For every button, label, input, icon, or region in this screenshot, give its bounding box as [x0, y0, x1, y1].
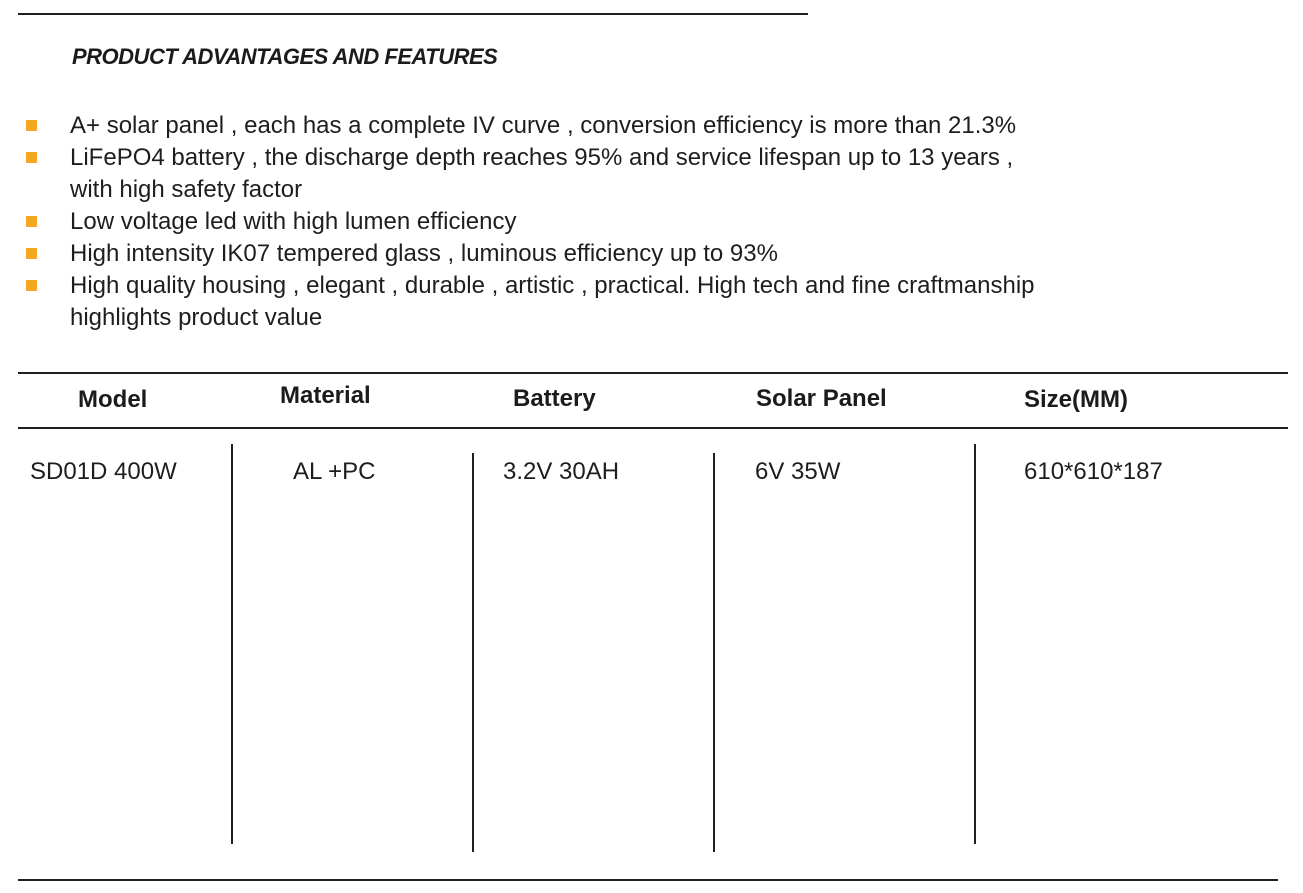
feature-item [26, 142, 1286, 206]
section-heading: PRODUCT ADVANTAGES AND FEATURES [72, 44, 498, 69]
feature-text: High quality housing , elegant , durable , artistic , practical. High tech and fine craftmanship [70, 272, 1035, 299]
feature-item [26, 238, 1286, 270]
feature-text: Low voltage led with high lumen efficiency [70, 208, 517, 235]
column-header-solar-panel: Solar Panel [756, 385, 887, 412]
bullet-square-icon [26, 152, 37, 163]
top-rule [18, 13, 808, 15]
column-divider [974, 444, 976, 844]
cell-battery: 3.2V 30AH [503, 458, 620, 485]
table-top-rule [18, 372, 1288, 374]
feature-text: A+ solar panel , each has a complete IV curve , conversion efficiency is more than 21.3% [70, 112, 1017, 139]
cell-size: 610*610*187 [1024, 458, 1163, 485]
column-header-model: Model [78, 386, 148, 413]
feature-text-continuation: with high safety factor [70, 176, 303, 203]
feature-item [26, 270, 1286, 334]
cell-model: SD01D 400W [30, 458, 177, 485]
bullet-square-icon [26, 216, 37, 227]
cell-material: AL +PC [293, 458, 376, 485]
column-header-material: Material [280, 382, 371, 409]
feature-text-continuation: highlights product value [70, 304, 323, 331]
column-header-battery: Battery [513, 385, 596, 412]
header-rule [18, 427, 1288, 429]
table-bottom-rule [18, 879, 1278, 881]
column-divider [231, 444, 233, 844]
feature-list [26, 110, 1286, 334]
bullet-square-icon [26, 120, 37, 131]
feature-text: High intensity IK07 tempered glass , luminous efficiency up to 93% [70, 240, 778, 267]
column-header-size: Size(MM) [1024, 386, 1128, 413]
feature-text: LiFePO4 battery , the discharge depth reaches 95% and service lifespan up to 13 years , [70, 144, 1014, 171]
feature-item [26, 110, 1286, 142]
column-divider [472, 453, 474, 852]
bullet-square-icon [26, 248, 37, 259]
column-divider [713, 453, 715, 852]
cell-solar-panel: 6V 35W [755, 458, 841, 485]
feature-item [26, 206, 1286, 238]
bullet-square-icon [26, 280, 37, 291]
